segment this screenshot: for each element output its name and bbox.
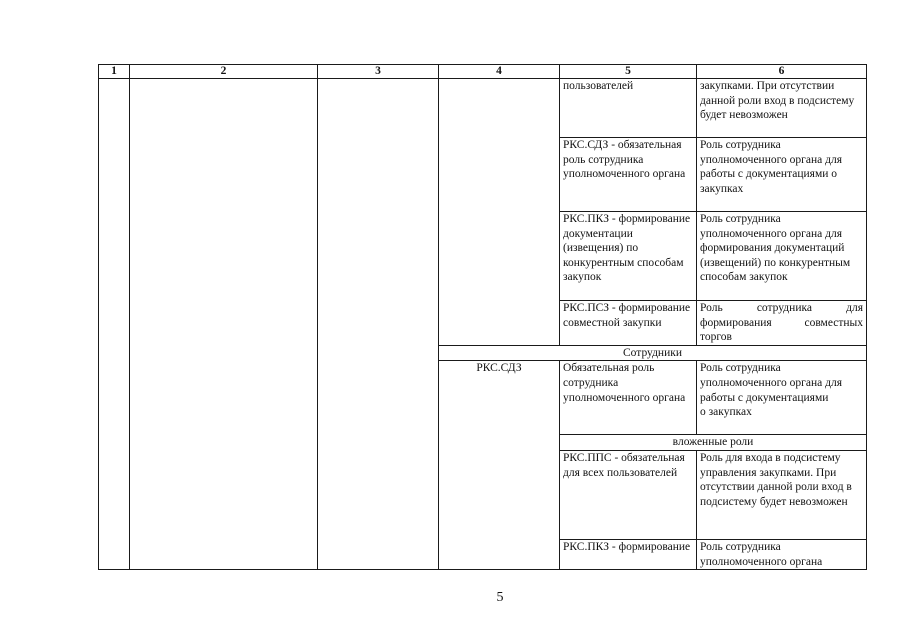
description-cell: Роль сотрудника уполномоченного органа для формирования документаций (извещений) по конкурентным способам закупок xyxy=(697,212,867,301)
roles-table xyxy=(98,64,867,570)
description-cell: Роль для входа в подсистему управления закупками. При отсутствии данной роли вход в подсистему будет невозможен xyxy=(697,450,867,539)
header-cell: 1 xyxy=(99,65,130,79)
col3-cell xyxy=(318,79,439,570)
header-cell: 5 xyxy=(560,65,697,79)
role-cell: РКС.ППС - обязательная для всех пользователей xyxy=(560,450,697,539)
description-cell: Роль сотрудника уполномоченного органа для работы с документациями о закупках xyxy=(697,138,867,212)
role-cell: пользователей xyxy=(560,79,697,138)
description-cell: Роль сотрудника уполномоченного органа xyxy=(697,539,867,569)
role-cell: РКС.ПСЗ - формирование совместной закупки xyxy=(560,301,697,346)
col4-cell xyxy=(439,79,560,346)
description-cell: Роль сотрудника для формирования совместных торгов xyxy=(697,301,867,346)
description-cell xyxy=(697,361,867,435)
description-line: Роль сотрудника уполномоченного органа для работы с документациями xyxy=(700,362,842,404)
section-heading-employees: Сотрудники xyxy=(439,345,867,361)
header-row xyxy=(99,65,867,79)
header-cell: 4 xyxy=(439,65,560,79)
description-line: о закупках xyxy=(700,406,752,419)
group-role-cell: РКС.СДЗ xyxy=(439,361,560,570)
page-number: 5 xyxy=(496,590,504,605)
header-cell: 3 xyxy=(318,65,439,79)
role-cell: РКС.ПКЗ - формирование xyxy=(560,539,697,569)
header-cell: 6 xyxy=(697,65,867,79)
role-cell: РКС.ПКЗ - формирование документации (извещения) по конкурентным способам закупок xyxy=(560,212,697,301)
role-cell: Обязательная роль сотрудника уполномоченного органа xyxy=(560,361,697,435)
header-cell: 2 xyxy=(130,65,318,79)
section-heading-nested-roles: вложенные роли xyxy=(560,435,867,451)
role-cell: РКС.СДЗ - обязательная роль сотрудника уполномоченного органа xyxy=(560,138,697,212)
page-number-wrap xyxy=(0,590,905,606)
col1-cell xyxy=(99,79,130,570)
description-cell: закупками. При отсутствии данной роли вход в подсистему будет невозможен xyxy=(697,79,867,138)
col2-cell xyxy=(130,79,318,570)
table-row xyxy=(99,79,867,138)
